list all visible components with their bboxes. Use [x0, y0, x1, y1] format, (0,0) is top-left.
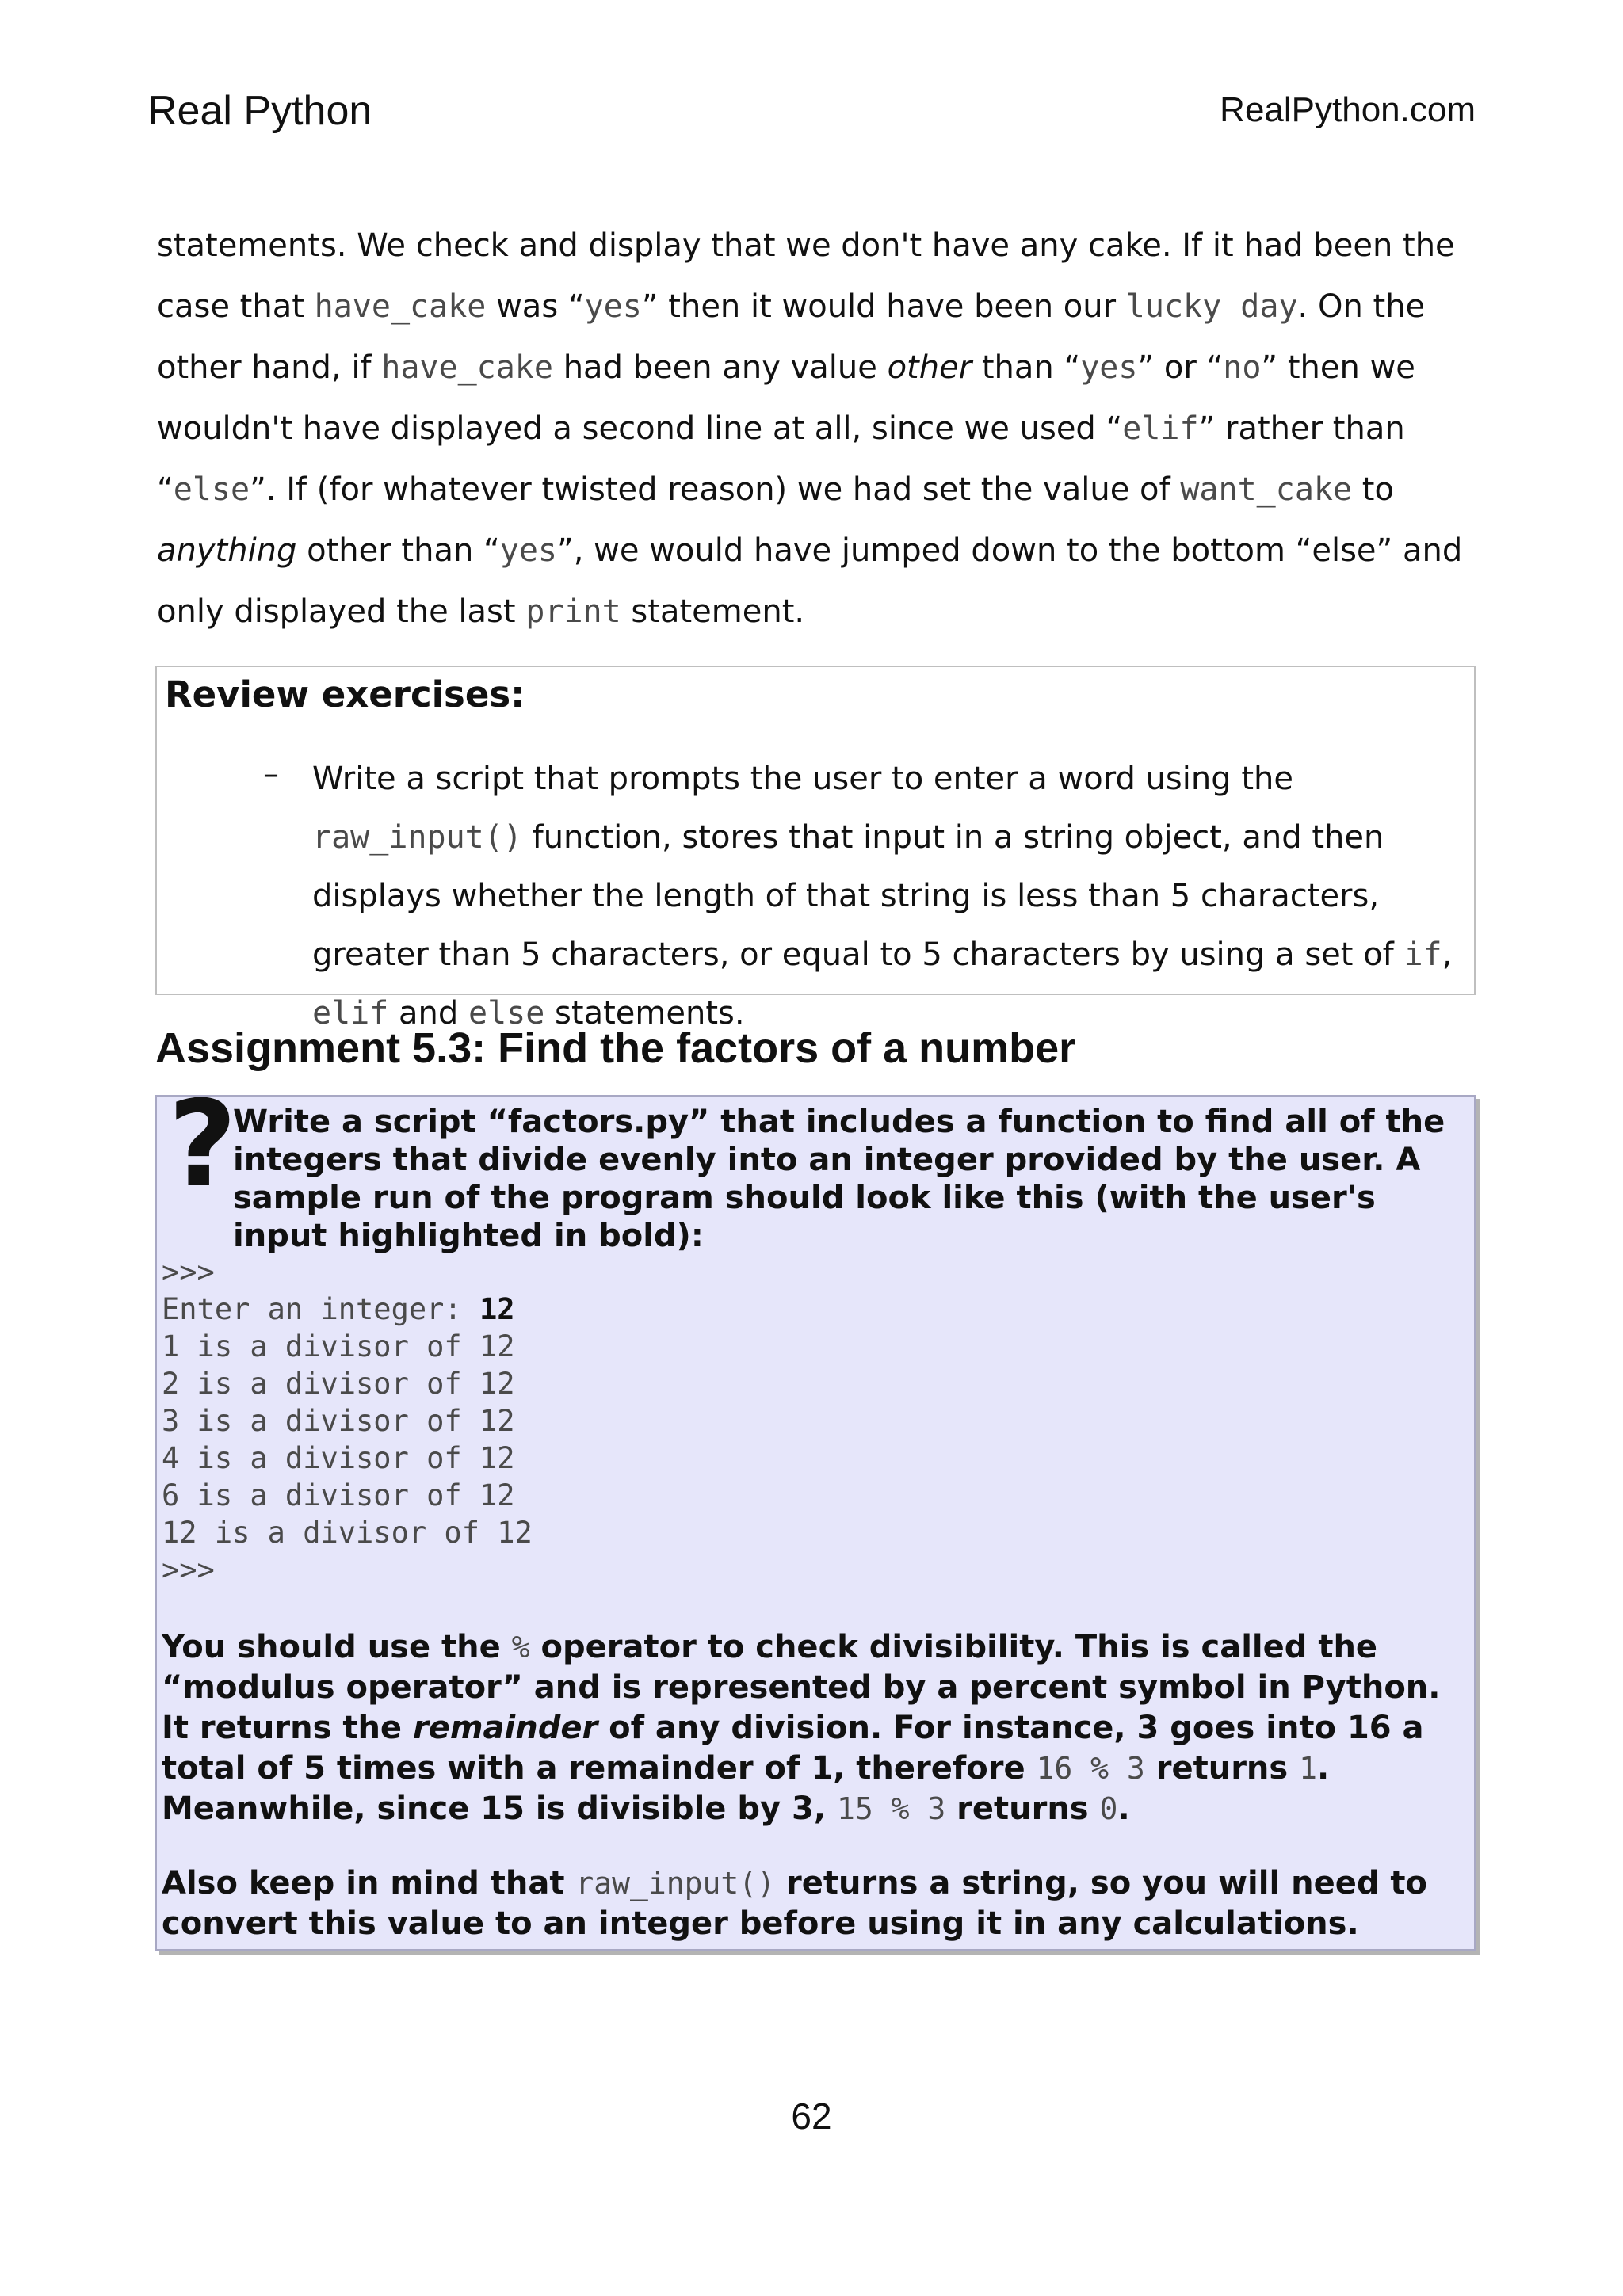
inline-code: no [1223, 349, 1262, 386]
code-line: 3 is a divisor of 12 [162, 1404, 515, 1438]
header-website: RealPython.com [1220, 90, 1476, 129]
text-run: ”, we would have jumped down to the bottom “else” and only displayed the last [157, 532, 1463, 630]
code-line: >>> [162, 1255, 215, 1289]
question-mark-icon: ? [168, 1076, 238, 1214]
code-line: 2 is a divisor of 12 [162, 1367, 515, 1401]
code-line: 6 is a divisor of 12 [162, 1478, 515, 1512]
text-run: ” rather than “ [157, 410, 1405, 508]
body-paragraph [157, 215, 1465, 643]
text-run: Write a script that prompts the user to enter a word using the [312, 761, 1293, 797]
review-exercise-item [312, 749, 1453, 1043]
inline-code: print [525, 593, 621, 630]
code-line: 12 is a divisor of 12 [162, 1516, 533, 1550]
code-user-input: 12 [479, 1292, 515, 1326]
text-run: to [1352, 471, 1394, 508]
inline-code: elif [1122, 410, 1199, 447]
inline-code: yes [584, 288, 642, 325]
text-run: . On the other hand, if [157, 288, 1426, 386]
text-run: returns a string, so you will need to convert this value to an integer before using it in any calculations. [162, 1865, 1427, 1942]
code-line: Enter an integer: [162, 1292, 479, 1326]
text-run: returns [1144, 1750, 1300, 1787]
text-run: returns [945, 1791, 1100, 1827]
text-run: . Meanwhile, since 15 is divisible by 3, [162, 1750, 1330, 1827]
header-book-title: Real Python [147, 88, 372, 134]
text-run: ” then it would have been our [641, 288, 1126, 325]
emphasis-text: anything [157, 532, 297, 569]
paragraph-text [157, 215, 1465, 643]
text-run: You should use the [162, 1629, 512, 1665]
emphasis-text: remainder [412, 1710, 598, 1746]
list-bullet-dash: – [263, 756, 279, 792]
inline-code: else [468, 995, 545, 1032]
inline-code: want_cake [1180, 471, 1353, 508]
text-run: and [388, 995, 469, 1032]
assignment-heading: Assignment 5.3: Find the factors of a number [155, 1024, 1076, 1072]
text-run: other than “ [296, 532, 500, 569]
inline-code: if [1403, 936, 1442, 973]
text-run: was “ [486, 288, 585, 325]
inline-code: lucky day [1125, 288, 1298, 325]
inline-code: else [173, 471, 250, 508]
inline-code: yes [499, 532, 558, 569]
text-run: ” then we wouldn't have displayed a second line at all, since we used “ [157, 349, 1415, 447]
inline-code: 16 % 3 [1036, 1751, 1145, 1786]
review-exercises-box [155, 666, 1476, 1032]
text-run: ” or “ [1137, 349, 1224, 386]
text-run: statement. [621, 593, 805, 630]
inline-code: % [511, 1630, 530, 1665]
inline-code: have_cake [314, 288, 487, 325]
text-run: function, stores that input in a string object, and then displays whether the length of that string is less than 5 characters, greater than 5 characters, or equal to 5 characters by using a set of [312, 819, 1404, 973]
inline-code: 0 [1099, 1791, 1118, 1826]
text-run: statements. We check and display that we don't have any cake. If it had been the case that [157, 227, 1455, 325]
page-header [147, 87, 1476, 151]
assignment-intro: Write a script “factors.py” that includes a function to find all of the integers that divide evenly into an integer provided by the user. A sample run of the program should look like this (with the user's input highlighted in bold): [233, 1104, 1445, 1254]
text-run: of any division. For instance, 3 goes into 16 a total of 5 times with a remainder of 1, therefore [162, 1710, 1424, 1787]
modulus-paragraph [162, 1627, 1461, 1829]
text-run: . [1117, 1791, 1130, 1827]
code-line: >>> [162, 1553, 215, 1587]
text-run: than “ [972, 349, 1081, 386]
assignment-box [155, 1076, 1476, 1951]
code-line: 4 is a divisor of 12 [162, 1441, 515, 1475]
inline-code: 1 [1299, 1751, 1318, 1786]
text-run: operator to check divisibility. This is called the “modulus operator” and is represented by a percent symbol in Python. It returns the [162, 1629, 1441, 1746]
text-run: had been any value [552, 349, 888, 386]
page-number: 62 [791, 2096, 832, 2137]
sample-run-code [162, 1253, 533, 1589]
emphasis-text: other [887, 349, 972, 386]
inline-code: raw_input() [575, 1866, 776, 1901]
review-exercises-heading: Review exercises: [165, 673, 525, 715]
inline-code: raw_input() [312, 819, 522, 856]
convert-note-paragraph [162, 1863, 1461, 1944]
inline-code: yes [1080, 349, 1138, 386]
inline-code: elif [312, 995, 389, 1032]
code-line: 1 is a divisor of 12 [162, 1329, 515, 1363]
text-run: ”. If (for whatever twisted reason) we had set the value of [250, 471, 1181, 508]
text-run: statements. [544, 995, 745, 1032]
inline-code: have_cake [381, 349, 553, 386]
inline-code: 15 % 3 [836, 1791, 946, 1826]
text-run: Also keep in mind that [162, 1865, 576, 1901]
text-run: , [1442, 936, 1453, 973]
